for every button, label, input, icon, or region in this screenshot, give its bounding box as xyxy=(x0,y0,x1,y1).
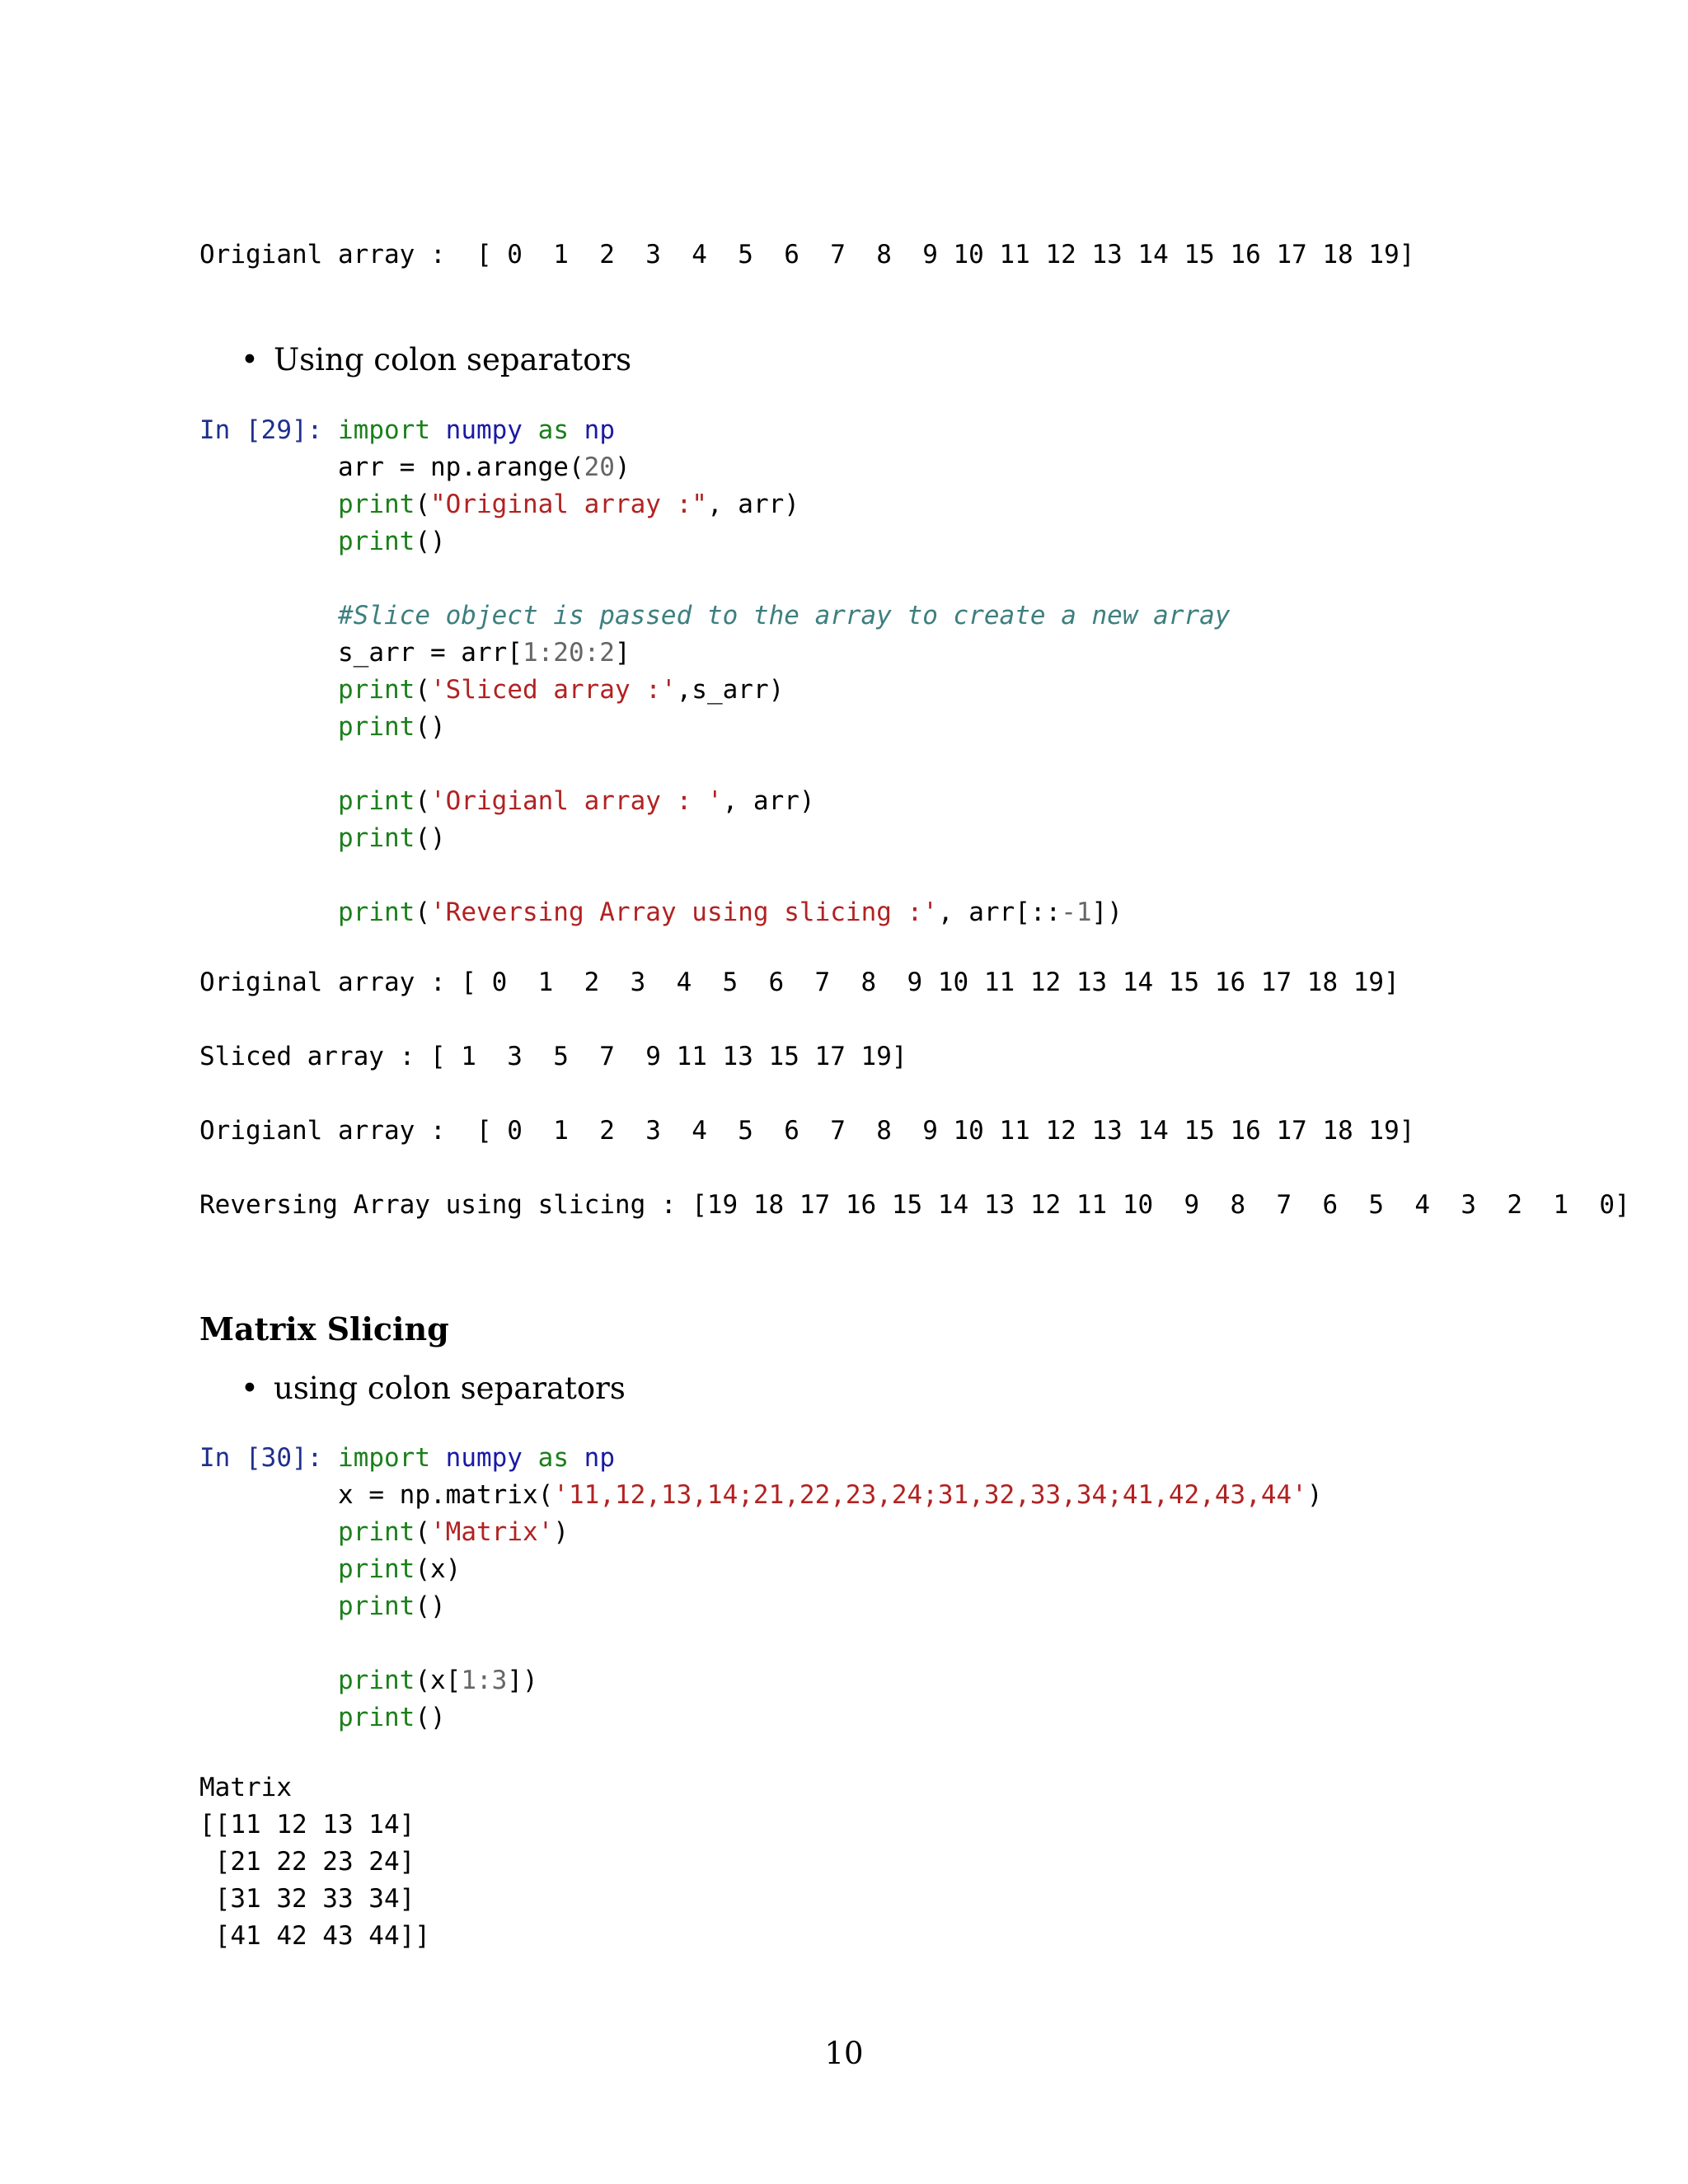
code-line xyxy=(338,412,615,449)
output-line: Origianl array : [ 0 1 2 3 4 5 6 7 8 9 10 11 12 13 14 15 16 17 18 19] xyxy=(199,1116,1415,1146)
code-token: 'Reversing Array using slicing :' xyxy=(430,898,938,927)
code-token xyxy=(523,1443,538,1473)
code-token: 1:3 xyxy=(461,1666,508,1695)
code-token: ( xyxy=(415,786,430,816)
output-line: [21 22 23 24] xyxy=(199,1847,415,1877)
code-line xyxy=(338,1699,446,1736)
code-token: () xyxy=(415,1703,446,1732)
code-line xyxy=(338,449,631,486)
code-line xyxy=(338,635,631,672)
code-token: ) xyxy=(614,452,631,482)
code-token xyxy=(523,415,538,445)
output-line: [41 42 43 44]] xyxy=(199,1921,430,1951)
code-token: ]) xyxy=(507,1666,538,1695)
code-line xyxy=(338,486,799,523)
code-token: (x[ xyxy=(415,1666,462,1695)
code-token: np xyxy=(584,1443,615,1473)
code-token: print xyxy=(338,786,415,816)
code-token: as xyxy=(537,415,569,445)
code-token: ]) xyxy=(1091,898,1123,927)
code-line xyxy=(338,783,815,820)
code-token: ( xyxy=(415,490,430,519)
code-line xyxy=(338,820,446,857)
code-token: print xyxy=(338,1703,415,1732)
code-token: () xyxy=(415,527,446,556)
code-token: import xyxy=(338,415,430,445)
code-token: ( xyxy=(415,675,430,705)
output-line: [[11 12 13 14] xyxy=(199,1810,415,1840)
code-token: print xyxy=(338,675,415,705)
code-token: print xyxy=(338,1517,415,1547)
code-token: print xyxy=(338,1666,415,1695)
code-token: () xyxy=(415,823,446,853)
code-token: () xyxy=(415,712,446,742)
code-token: print xyxy=(338,898,415,927)
output-line: [31 32 33 34] xyxy=(199,1884,415,1914)
code-token: "Original array :" xyxy=(430,490,707,519)
code-token: x = np.matrix( xyxy=(338,1480,554,1510)
code-token xyxy=(569,415,584,445)
bullet-dot-icon: • xyxy=(241,342,259,377)
bullet-dot-icon: • xyxy=(241,1371,259,1406)
code-line xyxy=(338,672,784,709)
code-token: numpy xyxy=(445,1443,523,1473)
code-line xyxy=(338,1551,461,1588)
code-token: () xyxy=(415,1591,446,1621)
bullet-text: Using colon separators xyxy=(274,342,632,377)
code-token: 'Sliced array :' xyxy=(430,675,677,705)
code-comment: #Slice object is passed to the array to create a new array xyxy=(338,601,1231,630)
code-token: print xyxy=(338,490,415,519)
code-token: print xyxy=(338,527,415,556)
code-token: print xyxy=(338,1591,415,1621)
output-line: Original array : [ 0 1 2 3 4 5 6 7 8 9 10 11 12 13 14 15 16 17 18 19] xyxy=(199,968,1400,997)
code-token: 20 xyxy=(584,452,615,482)
code-token: 1:20:2 xyxy=(522,638,615,668)
code-line xyxy=(338,523,446,560)
code-token: import xyxy=(338,1443,430,1473)
code-token: ) xyxy=(1306,1480,1323,1510)
code-token: ( xyxy=(415,1517,430,1547)
code-token: ) xyxy=(553,1517,569,1547)
code-token xyxy=(430,1443,446,1473)
bullet-text: using colon separators xyxy=(274,1371,626,1406)
code-line xyxy=(338,1662,538,1699)
code-token: as xyxy=(537,1443,569,1473)
code-token: , arr) xyxy=(706,490,799,519)
code-token: print xyxy=(338,1554,415,1584)
code-token: print xyxy=(338,823,415,853)
code-token: ( xyxy=(415,898,430,927)
code-token: '11,12,13,14;21,22,23,24;31,32,33,34;41,42,43,44' xyxy=(553,1480,1307,1510)
code-token: ,s_arr) xyxy=(676,675,785,705)
code-token: (x) xyxy=(415,1554,462,1584)
code-token: arr = np.arange( xyxy=(338,452,584,482)
input-prompt: In [30]: xyxy=(199,1443,323,1473)
code-token xyxy=(430,415,446,445)
output-line: Reversing Array using slicing : [19 18 17 16 15 14 13 12 11 10 9 8 7 6 5 4 3 2 1 0] xyxy=(199,1190,1630,1220)
code-line xyxy=(338,709,446,746)
code-token: numpy xyxy=(445,415,523,445)
code-token: s_arr = arr[ xyxy=(338,638,523,668)
input-prompt: In [29]: xyxy=(199,415,323,445)
code-token: 'Matrix' xyxy=(430,1517,554,1547)
code-token: print xyxy=(338,712,415,742)
code-token: -1 xyxy=(1061,898,1092,927)
code-token: 'Origianl array : ' xyxy=(430,786,723,816)
code-token: np xyxy=(584,415,615,445)
code-token xyxy=(569,1443,584,1473)
code-line xyxy=(338,1477,1322,1514)
code-token: , arr[:: xyxy=(937,898,1062,927)
page-number: 10 xyxy=(824,2036,864,2071)
code-line xyxy=(338,1588,446,1625)
section-heading: Matrix Slicing xyxy=(199,1310,449,1347)
output-line: Matrix xyxy=(199,1773,292,1802)
code-line xyxy=(338,1514,569,1551)
output-line: Sliced array : [ 1 3 5 7 9 11 13 15 17 19] xyxy=(199,1042,907,1071)
output-line: Origianl array : [ 0 1 2 3 4 5 6 7 8 9 10 11 12 13 14 15 16 17 18 19] xyxy=(199,240,1415,269)
code-line xyxy=(338,1440,615,1477)
code-token: ] xyxy=(614,638,631,668)
code-token: , arr) xyxy=(722,786,815,816)
code-line xyxy=(338,894,1123,931)
